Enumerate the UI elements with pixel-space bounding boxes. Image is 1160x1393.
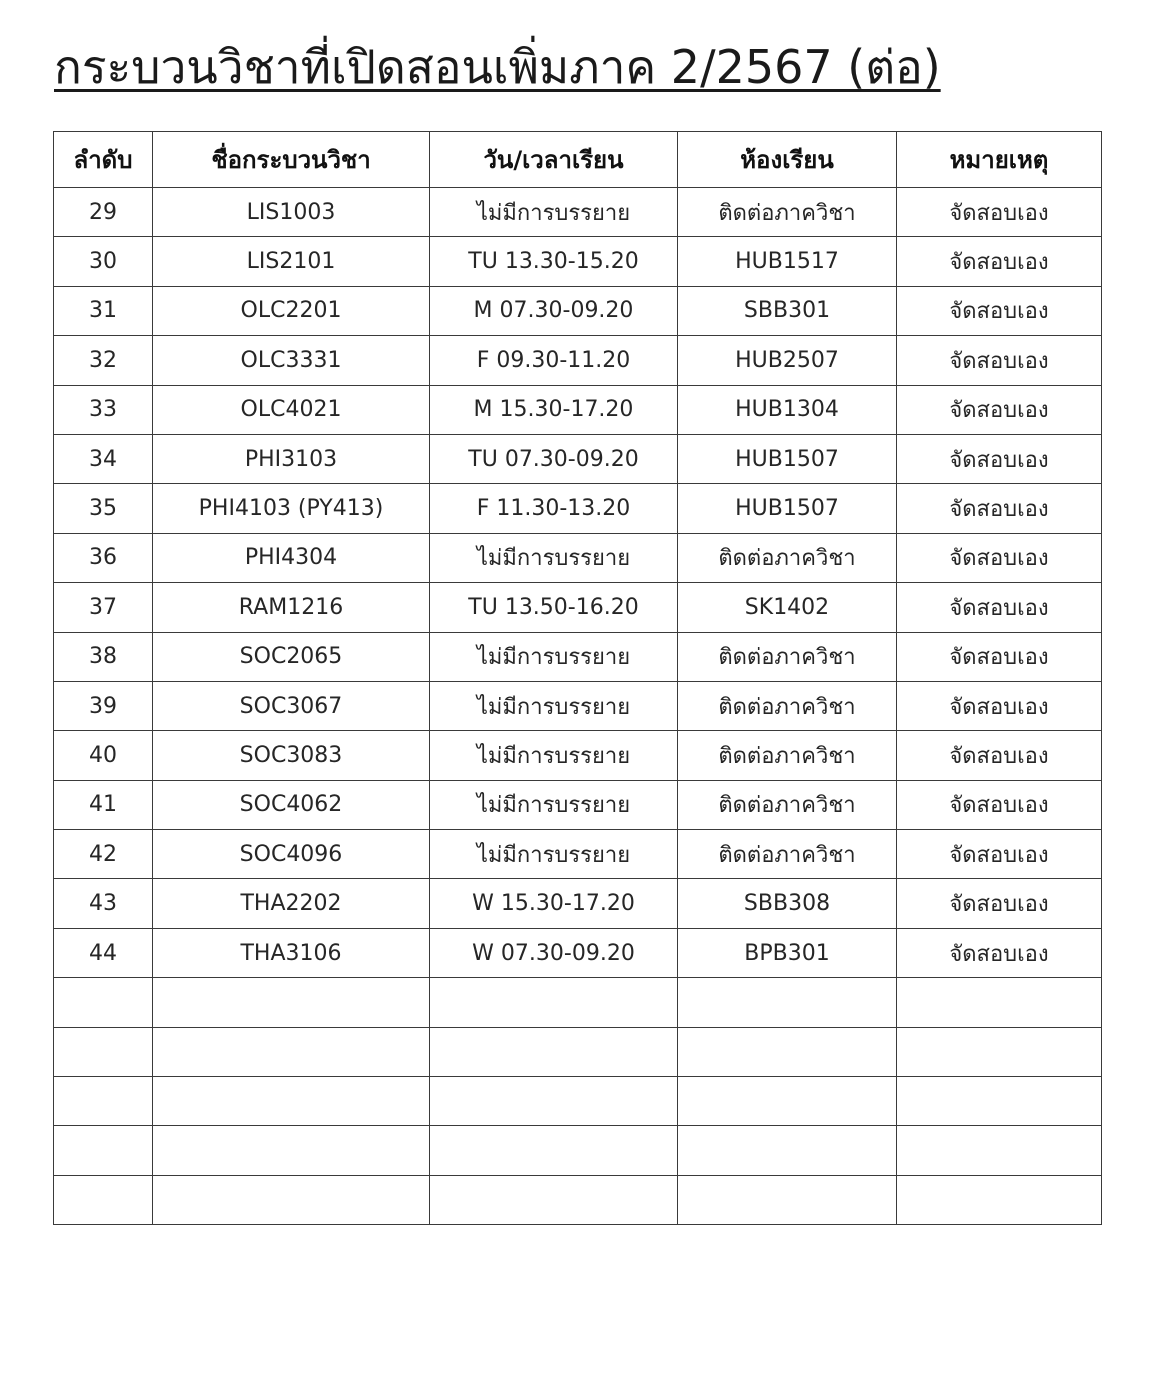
header-no: ลำดับ bbox=[54, 132, 153, 188]
cell-note: จัดสอบเอง bbox=[897, 237, 1102, 286]
cell-note: จัดสอบเอง bbox=[897, 286, 1102, 335]
cell-schedule bbox=[430, 1027, 678, 1076]
course-table bbox=[53, 131, 1102, 1225]
cell-room: ติดต่อภาควิชา bbox=[678, 681, 897, 730]
header-room: ห้องเรียน bbox=[678, 132, 897, 188]
cell-room: HUB1517 bbox=[678, 237, 897, 286]
table-row-empty bbox=[54, 1027, 1102, 1076]
table-row bbox=[54, 286, 1102, 335]
cell-no: 43 bbox=[54, 879, 153, 928]
header-schedule: วัน/เวลาเรียน bbox=[430, 132, 678, 188]
cell-room: SK1402 bbox=[678, 583, 897, 632]
cell-course-name bbox=[153, 1027, 430, 1076]
cell-course-name bbox=[153, 978, 430, 1027]
cell-room: HUB2507 bbox=[678, 336, 897, 385]
cell-schedule bbox=[430, 1077, 678, 1126]
cell-note: จัดสอบเอง bbox=[897, 583, 1102, 632]
cell-course-name: THA2202 bbox=[153, 879, 430, 928]
cell-no: 44 bbox=[54, 928, 153, 977]
cell-no bbox=[54, 1126, 153, 1175]
table-row bbox=[54, 780, 1102, 829]
table-row bbox=[54, 928, 1102, 977]
cell-schedule: TU 07.30-09.20 bbox=[430, 434, 678, 483]
cell-course-name: SOC4062 bbox=[153, 780, 430, 829]
cell-note: จัดสอบเอง bbox=[897, 681, 1102, 730]
cell-note bbox=[897, 1077, 1102, 1126]
table-row bbox=[54, 830, 1102, 879]
table-header-row bbox=[54, 132, 1102, 188]
cell-note: จัดสอบเอง bbox=[897, 731, 1102, 780]
cell-no bbox=[54, 978, 153, 1027]
cell-room bbox=[678, 1126, 897, 1175]
cell-note: จัดสอบเอง bbox=[897, 830, 1102, 879]
table-row bbox=[54, 434, 1102, 483]
cell-note: จัดสอบเอง bbox=[897, 188, 1102, 237]
table-row bbox=[54, 237, 1102, 286]
cell-schedule: M 15.30-17.20 bbox=[430, 385, 678, 434]
cell-schedule: TU 13.30-15.20 bbox=[430, 237, 678, 286]
cell-no: 31 bbox=[54, 286, 153, 335]
table-row-empty bbox=[54, 1175, 1102, 1224]
cell-course-name bbox=[153, 1126, 430, 1175]
cell-course-name: SOC3067 bbox=[153, 681, 430, 730]
cell-schedule bbox=[430, 1175, 678, 1224]
cell-course-name: LIS2101 bbox=[153, 237, 430, 286]
table-row bbox=[54, 632, 1102, 681]
cell-room: HUB1507 bbox=[678, 434, 897, 483]
cell-no: 33 bbox=[54, 385, 153, 434]
cell-note: จัดสอบเอง bbox=[897, 434, 1102, 483]
cell-no: 38 bbox=[54, 632, 153, 681]
cell-room bbox=[678, 978, 897, 1027]
cell-no: 35 bbox=[54, 484, 153, 533]
cell-note: จัดสอบเอง bbox=[897, 385, 1102, 434]
cell-no: 37 bbox=[54, 583, 153, 632]
cell-room bbox=[678, 1077, 897, 1126]
cell-schedule: ไม่มีการบรรยาย bbox=[430, 533, 678, 582]
cell-course-name: PHI3103 bbox=[153, 434, 430, 483]
cell-no: 40 bbox=[54, 731, 153, 780]
table-row-empty bbox=[54, 978, 1102, 1027]
cell-schedule: W 07.30-09.20 bbox=[430, 928, 678, 977]
cell-schedule: W 15.30-17.20 bbox=[430, 879, 678, 928]
cell-no: 29 bbox=[54, 188, 153, 237]
cell-note: จัดสอบเอง bbox=[897, 928, 1102, 977]
table-row bbox=[54, 336, 1102, 385]
cell-no: 42 bbox=[54, 830, 153, 879]
cell-room: BPB301 bbox=[678, 928, 897, 977]
table-row-empty bbox=[54, 1126, 1102, 1175]
cell-room: HUB1304 bbox=[678, 385, 897, 434]
cell-no: 32 bbox=[54, 336, 153, 385]
cell-no: 34 bbox=[54, 434, 153, 483]
cell-no: 30 bbox=[54, 237, 153, 286]
cell-course-name: PHI4304 bbox=[153, 533, 430, 582]
cell-course-name: THA3106 bbox=[153, 928, 430, 977]
table-row bbox=[54, 188, 1102, 237]
cell-no: 36 bbox=[54, 533, 153, 582]
cell-schedule: M 07.30-09.20 bbox=[430, 286, 678, 335]
cell-note bbox=[897, 1027, 1102, 1076]
cell-room: ติดต่อภาควิชา bbox=[678, 533, 897, 582]
cell-schedule: ไม่มีการบรรยาย bbox=[430, 188, 678, 237]
cell-course-name bbox=[153, 1077, 430, 1126]
cell-note bbox=[897, 1126, 1102, 1175]
cell-course-name: OLC3331 bbox=[153, 336, 430, 385]
cell-room: SBB308 bbox=[678, 879, 897, 928]
cell-note: จัดสอบเอง bbox=[897, 484, 1102, 533]
table-row bbox=[54, 385, 1102, 434]
cell-room bbox=[678, 1175, 897, 1224]
table-row bbox=[54, 731, 1102, 780]
cell-schedule bbox=[430, 1126, 678, 1175]
cell-note: จัดสอบเอง bbox=[897, 336, 1102, 385]
cell-room bbox=[678, 1027, 897, 1076]
table-row bbox=[54, 879, 1102, 928]
cell-course-name: SOC4096 bbox=[153, 830, 430, 879]
cell-room: ติดต่อภาควิชา bbox=[678, 830, 897, 879]
header-note: หมายเหตุ bbox=[897, 132, 1102, 188]
cell-course-name: RAM1216 bbox=[153, 583, 430, 632]
page-title: กระบวนวิชาที่เปิดสอนเพิ่มภาค 2/2567 (ต่อ) bbox=[54, 40, 941, 94]
cell-no bbox=[54, 1175, 153, 1224]
table-row bbox=[54, 681, 1102, 730]
cell-note: จัดสอบเอง bbox=[897, 632, 1102, 681]
cell-course-name: SOC2065 bbox=[153, 632, 430, 681]
table-row bbox=[54, 583, 1102, 632]
cell-schedule: TU 13.50-16.20 bbox=[430, 583, 678, 632]
cell-schedule: ไม่มีการบรรยาย bbox=[430, 731, 678, 780]
cell-room: HUB1507 bbox=[678, 484, 897, 533]
cell-schedule: ไม่มีการบรรยาย bbox=[430, 681, 678, 730]
cell-course-name bbox=[153, 1175, 430, 1224]
cell-course-name: OLC2201 bbox=[153, 286, 430, 335]
cell-schedule: ไม่มีการบรรยาย bbox=[430, 780, 678, 829]
cell-no: 39 bbox=[54, 681, 153, 730]
cell-schedule: F 11.30-13.20 bbox=[430, 484, 678, 533]
table-row bbox=[54, 533, 1102, 582]
cell-no: 41 bbox=[54, 780, 153, 829]
cell-course-name: LIS1003 bbox=[153, 188, 430, 237]
cell-note bbox=[897, 978, 1102, 1027]
cell-course-name: PHI4103 (PY413) bbox=[153, 484, 430, 533]
cell-note: จัดสอบเอง bbox=[897, 879, 1102, 928]
table-row-empty bbox=[54, 1077, 1102, 1126]
cell-room: ติดต่อภาควิชา bbox=[678, 731, 897, 780]
table-row bbox=[54, 484, 1102, 533]
cell-note: จัดสอบเอง bbox=[897, 533, 1102, 582]
cell-note: จัดสอบเอง bbox=[897, 780, 1102, 829]
header-course-name: ชื่อกระบวนวิชา bbox=[153, 132, 430, 188]
cell-schedule: F 09.30-11.20 bbox=[430, 336, 678, 385]
cell-room: ติดต่อภาควิชา bbox=[678, 188, 897, 237]
cell-course-name: SOC3083 bbox=[153, 731, 430, 780]
cell-room: ติดต่อภาควิชา bbox=[678, 632, 897, 681]
cell-schedule: ไม่มีการบรรยาย bbox=[430, 830, 678, 879]
cell-no bbox=[54, 1077, 153, 1126]
cell-course-name: OLC4021 bbox=[153, 385, 430, 434]
cell-room: ติดต่อภาควิชา bbox=[678, 780, 897, 829]
cell-room: SBB301 bbox=[678, 286, 897, 335]
cell-no bbox=[54, 1027, 153, 1076]
cell-schedule: ไม่มีการบรรยาย bbox=[430, 632, 678, 681]
cell-schedule bbox=[430, 978, 678, 1027]
cell-note bbox=[897, 1175, 1102, 1224]
